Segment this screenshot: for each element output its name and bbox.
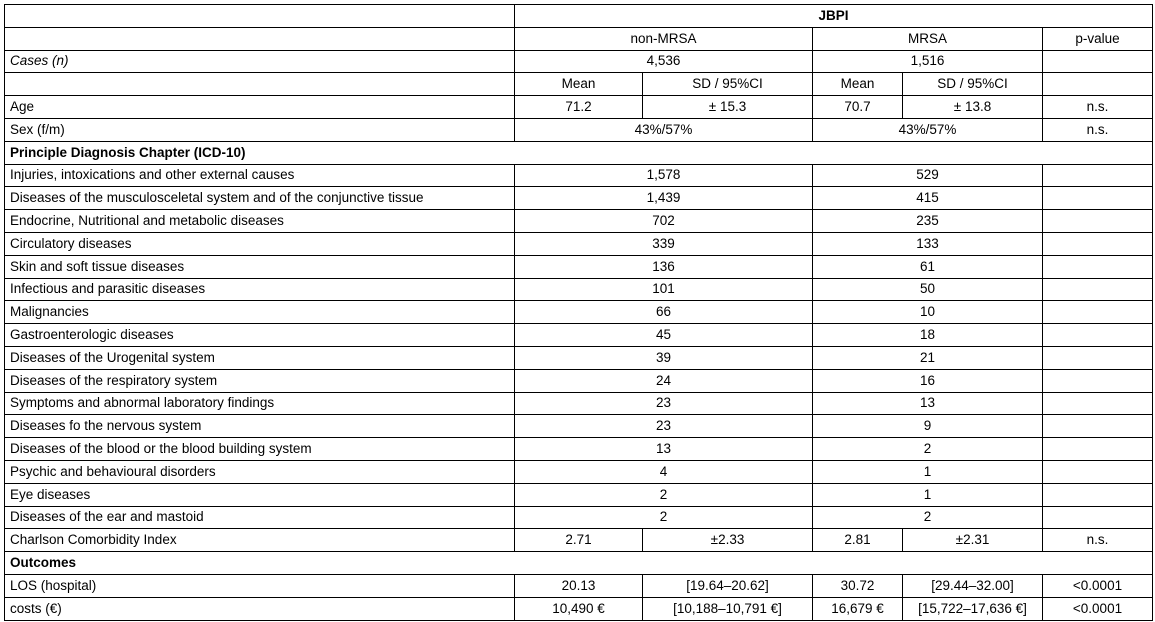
diagnosis-label: Diseases of the ear and mastoid bbox=[5, 506, 515, 529]
table-row bbox=[5, 574, 1153, 597]
diagnosis-label: Diseases of the Urogenital system bbox=[5, 346, 515, 369]
outcome-p: <0.0001 bbox=[1043, 597, 1153, 620]
table-row bbox=[5, 324, 1153, 347]
outcome-mrsa-ci: [15,722–17,636 €] bbox=[903, 597, 1043, 620]
table-row bbox=[5, 597, 1153, 620]
diagnosis-non-mrsa: 24 bbox=[515, 369, 813, 392]
section-row-diagnosis bbox=[5, 141, 1153, 164]
outcome-label: costs (€) bbox=[5, 597, 515, 620]
diagnosis-p bbox=[1043, 210, 1153, 233]
section-title-diagnosis: Principle Diagnosis Chapter (ICD-10) bbox=[5, 141, 1153, 164]
group-header: JBPI bbox=[515, 5, 1153, 28]
col-header-non-mrsa: non-MRSA bbox=[515, 27, 813, 50]
age-mrsa-sd: ± 13.8 bbox=[903, 96, 1043, 119]
diagnosis-non-mrsa: 66 bbox=[515, 301, 813, 324]
sex-non-mrsa: 43%/57% bbox=[515, 118, 813, 141]
charlson-non-sd: ±2.33 bbox=[643, 529, 813, 552]
diagnosis-p bbox=[1043, 346, 1153, 369]
diagnosis-p bbox=[1043, 392, 1153, 415]
stat-header-row bbox=[5, 73, 1153, 96]
comparison-table bbox=[4, 4, 1153, 621]
sex-label: Sex (f/m) bbox=[5, 118, 515, 141]
stat-sd-mrsa: SD / 95%CI bbox=[903, 73, 1043, 96]
age-non-sd: ± 15.3 bbox=[643, 96, 813, 119]
sex-row bbox=[5, 118, 1153, 141]
diagnosis-label: Skin and soft tissue diseases bbox=[5, 255, 515, 278]
diagnosis-p bbox=[1043, 278, 1153, 301]
outcome-non-mean: 20.13 bbox=[515, 574, 643, 597]
diagnosis-mrsa: 133 bbox=[813, 232, 1043, 255]
outcome-mrsa-mean: 30.72 bbox=[813, 574, 903, 597]
stat-sd-non: SD / 95%CI bbox=[643, 73, 813, 96]
outcome-non-mean: 10,490 € bbox=[515, 597, 643, 620]
table-row bbox=[5, 187, 1153, 210]
table-row bbox=[5, 415, 1153, 438]
charlson-mrsa-mean: 2.81 bbox=[813, 529, 903, 552]
table-row bbox=[5, 346, 1153, 369]
outcome-non-ci: [19.64–20.62] bbox=[643, 574, 813, 597]
charlson-p: n.s. bbox=[1043, 529, 1153, 552]
diagnosis-mrsa: 13 bbox=[813, 392, 1043, 415]
table-row bbox=[5, 210, 1153, 233]
header-row-columns bbox=[5, 27, 1153, 50]
table-row bbox=[5, 232, 1153, 255]
age-row bbox=[5, 96, 1153, 119]
diagnosis-non-mrsa: 13 bbox=[515, 438, 813, 461]
cases-p bbox=[1043, 50, 1153, 73]
charlson-label: Charlson Comorbidity Index bbox=[5, 529, 515, 552]
diagnosis-mrsa: 18 bbox=[813, 324, 1043, 347]
col-header-pvalue: p-value bbox=[1043, 27, 1153, 50]
diagnosis-mrsa: 1 bbox=[813, 460, 1043, 483]
table-row bbox=[5, 255, 1153, 278]
blank-cell bbox=[5, 27, 515, 50]
cases-row bbox=[5, 50, 1153, 73]
header-row-group bbox=[5, 5, 1153, 28]
diagnosis-label: Malignancies bbox=[5, 301, 515, 324]
diagnosis-non-mrsa: 339 bbox=[515, 232, 813, 255]
diagnosis-label: Diseases of the blood or the blood building system bbox=[5, 438, 515, 461]
diagnosis-label: Circulatory diseases bbox=[5, 232, 515, 255]
charlson-mrsa-sd: ±2.31 bbox=[903, 529, 1043, 552]
diagnosis-mrsa: 61 bbox=[813, 255, 1043, 278]
diagnosis-label: Symptoms and abnormal laboratory findings bbox=[5, 392, 515, 415]
diagnosis-p bbox=[1043, 232, 1153, 255]
diagnosis-non-mrsa: 136 bbox=[515, 255, 813, 278]
diagnosis-label: Infectious and parasitic diseases bbox=[5, 278, 515, 301]
blank-cell bbox=[1043, 73, 1153, 96]
age-non-mean: 71.2 bbox=[515, 96, 643, 119]
section-row-outcomes bbox=[5, 552, 1153, 575]
diagnosis-label: Eye diseases bbox=[5, 483, 515, 506]
diagnosis-label: Diseases of the musculosceletal system and of the conjunctive tissue bbox=[5, 187, 515, 210]
stat-mean-non: Mean bbox=[515, 73, 643, 96]
table-row bbox=[5, 438, 1153, 461]
diagnosis-non-mrsa: 39 bbox=[515, 346, 813, 369]
diagnosis-label: Endocrine, Nutritional and metabolic diseases bbox=[5, 210, 515, 233]
section-title-outcomes: Outcomes bbox=[5, 552, 1153, 575]
outcome-mrsa-ci: [29.44–32.00] bbox=[903, 574, 1043, 597]
diagnosis-p bbox=[1043, 415, 1153, 438]
diagnosis-p bbox=[1043, 369, 1153, 392]
diagnosis-non-mrsa: 2 bbox=[515, 483, 813, 506]
diagnosis-mrsa: 2 bbox=[813, 506, 1043, 529]
diagnosis-p bbox=[1043, 164, 1153, 187]
charlson-non-mean: 2.71 bbox=[515, 529, 643, 552]
sex-p: n.s. bbox=[1043, 118, 1153, 141]
outcome-p: <0.0001 bbox=[1043, 574, 1153, 597]
table-row bbox=[5, 460, 1153, 483]
diagnosis-non-mrsa: 101 bbox=[515, 278, 813, 301]
diagnosis-non-mrsa: 45 bbox=[515, 324, 813, 347]
diagnosis-mrsa: 1 bbox=[813, 483, 1043, 506]
table-row bbox=[5, 164, 1153, 187]
diagnosis-non-mrsa: 23 bbox=[515, 415, 813, 438]
col-header-mrsa: MRSA bbox=[813, 27, 1043, 50]
diagnosis-p bbox=[1043, 187, 1153, 210]
diagnosis-p bbox=[1043, 324, 1153, 347]
table-row bbox=[5, 392, 1153, 415]
diagnosis-mrsa: 529 bbox=[813, 164, 1043, 187]
diagnosis-non-mrsa: 1,439 bbox=[515, 187, 813, 210]
diagnosis-p bbox=[1043, 438, 1153, 461]
diagnosis-label: Diseases fo the nervous system bbox=[5, 415, 515, 438]
diagnosis-non-mrsa: 2 bbox=[515, 506, 813, 529]
diagnosis-non-mrsa: 23 bbox=[515, 392, 813, 415]
diagnosis-label: Gastroenterologic diseases bbox=[5, 324, 515, 347]
age-label: Age bbox=[5, 96, 515, 119]
cases-non-mrsa: 4,536 bbox=[515, 50, 813, 73]
cases-mrsa: 1,516 bbox=[813, 50, 1043, 73]
table-row bbox=[5, 301, 1153, 324]
diagnosis-label: Injuries, intoxications and other external causes bbox=[5, 164, 515, 187]
diagnosis-non-mrsa: 1,578 bbox=[515, 164, 813, 187]
diagnosis-p bbox=[1043, 460, 1153, 483]
table-row bbox=[5, 278, 1153, 301]
diagnosis-mrsa: 16 bbox=[813, 369, 1043, 392]
stat-mean-mrsa: Mean bbox=[813, 73, 903, 96]
age-mrsa-mean: 70.7 bbox=[813, 96, 903, 119]
diagnosis-label: Psychic and behavioural disorders bbox=[5, 460, 515, 483]
diagnosis-mrsa: 50 bbox=[813, 278, 1043, 301]
diagnosis-mrsa: 10 bbox=[813, 301, 1043, 324]
diagnosis-mrsa: 2 bbox=[813, 438, 1043, 461]
table-row bbox=[5, 506, 1153, 529]
corner-cell bbox=[5, 5, 515, 28]
diagnosis-non-mrsa: 702 bbox=[515, 210, 813, 233]
sex-mrsa: 43%/57% bbox=[813, 118, 1043, 141]
diagnosis-mrsa: 415 bbox=[813, 187, 1043, 210]
diagnosis-mrsa: 235 bbox=[813, 210, 1043, 233]
diagnosis-label: Diseases of the respiratory system bbox=[5, 369, 515, 392]
diagnosis-p bbox=[1043, 301, 1153, 324]
diagnosis-p bbox=[1043, 506, 1153, 529]
outcome-non-ci: [10,188–10,791 €] bbox=[643, 597, 813, 620]
outcome-label: LOS (hospital) bbox=[5, 574, 515, 597]
age-p: n.s. bbox=[1043, 96, 1153, 119]
charlson-row bbox=[5, 529, 1153, 552]
diagnosis-p bbox=[1043, 255, 1153, 278]
outcome-mrsa-mean: 16,679 € bbox=[813, 597, 903, 620]
table-row bbox=[5, 369, 1153, 392]
table-row bbox=[5, 483, 1153, 506]
diagnosis-mrsa: 9 bbox=[813, 415, 1043, 438]
diagnosis-mrsa: 21 bbox=[813, 346, 1043, 369]
cases-label: Cases (n) bbox=[5, 50, 515, 73]
diagnosis-p bbox=[1043, 483, 1153, 506]
diagnosis-non-mrsa: 4 bbox=[515, 460, 813, 483]
blank-cell bbox=[5, 73, 515, 96]
